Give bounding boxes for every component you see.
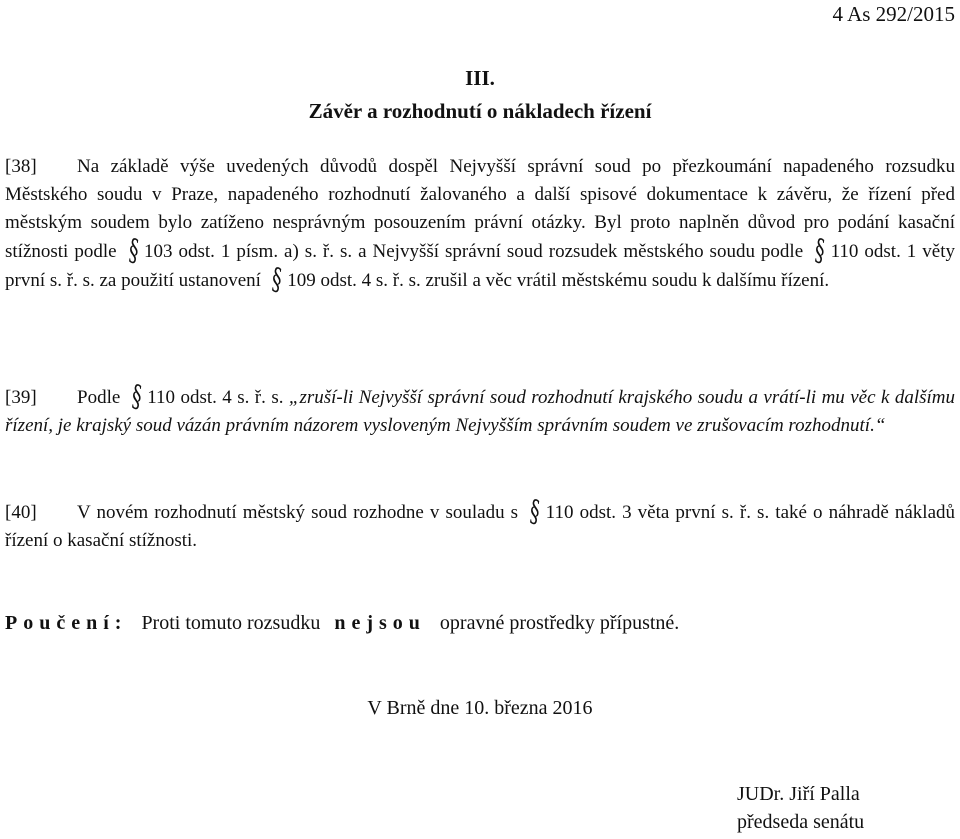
place-and-date: V Brně dne 10. března 2016 [367, 697, 593, 719]
section-number: III. [465, 66, 495, 90]
instruction-label: Poučení: [5, 612, 128, 634]
section-sign: § [812, 232, 827, 270]
section-sign: § [126, 232, 141, 270]
signatory-role: předseda senátu [737, 811, 865, 833]
section-sign: § [129, 378, 144, 416]
signatory-name: JUDr. Jiří Palla [737, 783, 860, 805]
paragraph-text: Na základě výše uvedených důvodů dospěl Nejvyšší správní soud po přezkoumání napadeného rozsudku Městského soudu v Praze, napadeného rozhodnutí žalovaného a další spisové dokumentace k závěru, že řízení před městským soudem bylo zatíženo nesprávným posouzením právní otázky. Byl proto naplněn důvod pro podání kasační stížnosti podle [5, 156, 955, 262]
paragraph-number: [38] [5, 156, 37, 177]
section-title: Závěr a rozhodnutí o nákladech řízení [308, 99, 652, 123]
section-sign: § [527, 493, 542, 531]
instruction-emphasis: nejsou [334, 612, 426, 634]
paragraph-text: 110 odst. 1 věty první s. ř. s. za použití ustanovení [5, 241, 955, 291]
paragraph-text: Podle [77, 387, 121, 408]
statute-quote: „zruší-li Nejvyšší správní soud rozhodnutí krajského soudu a vrátí-li mu věc k dalšímu řízení, je krajský soud vázán právním názorem vysloveným Nejvyšším správním soudem ve zrušovacím rozhodnutí.“ [5, 387, 956, 436]
legal-instruction [5, 612, 679, 635]
paragraph-39 [5, 378, 956, 440]
section-sign: § [269, 261, 284, 299]
instruction-text: Proti tomuto rozsudku [141, 612, 321, 634]
paragraph-number: [39] [5, 387, 37, 408]
paragraph-text: 110 odst. 4 s. ř. s. [147, 387, 284, 408]
paragraph-number: [40] [5, 502, 37, 523]
paragraph-38 [5, 153, 955, 299]
instruction-text: opravné prostředky přípustné. [439, 612, 680, 634]
paragraph-text: 103 odst. 1 písm. a) s. ř. s. a Nejvyšší správní soud rozsudek městského soudu podle [144, 241, 804, 262]
case-number: 4 As 292/2015 [832, 2, 955, 26]
paragraph-text: 109 odst. 4 s. ř. s. zrušil a věc vrátil městskému soudu k dalšímu řízení. [287, 270, 830, 291]
paragraph-40 [5, 493, 955, 555]
paragraph-text: 110 odst. 3 věta první s. ř. s. také o náhradě nákladů řízení o kasační stížnosti. [5, 502, 955, 551]
paragraph-text: V novém rozhodnutí městský soud rozhodne v souladu s [77, 502, 519, 523]
